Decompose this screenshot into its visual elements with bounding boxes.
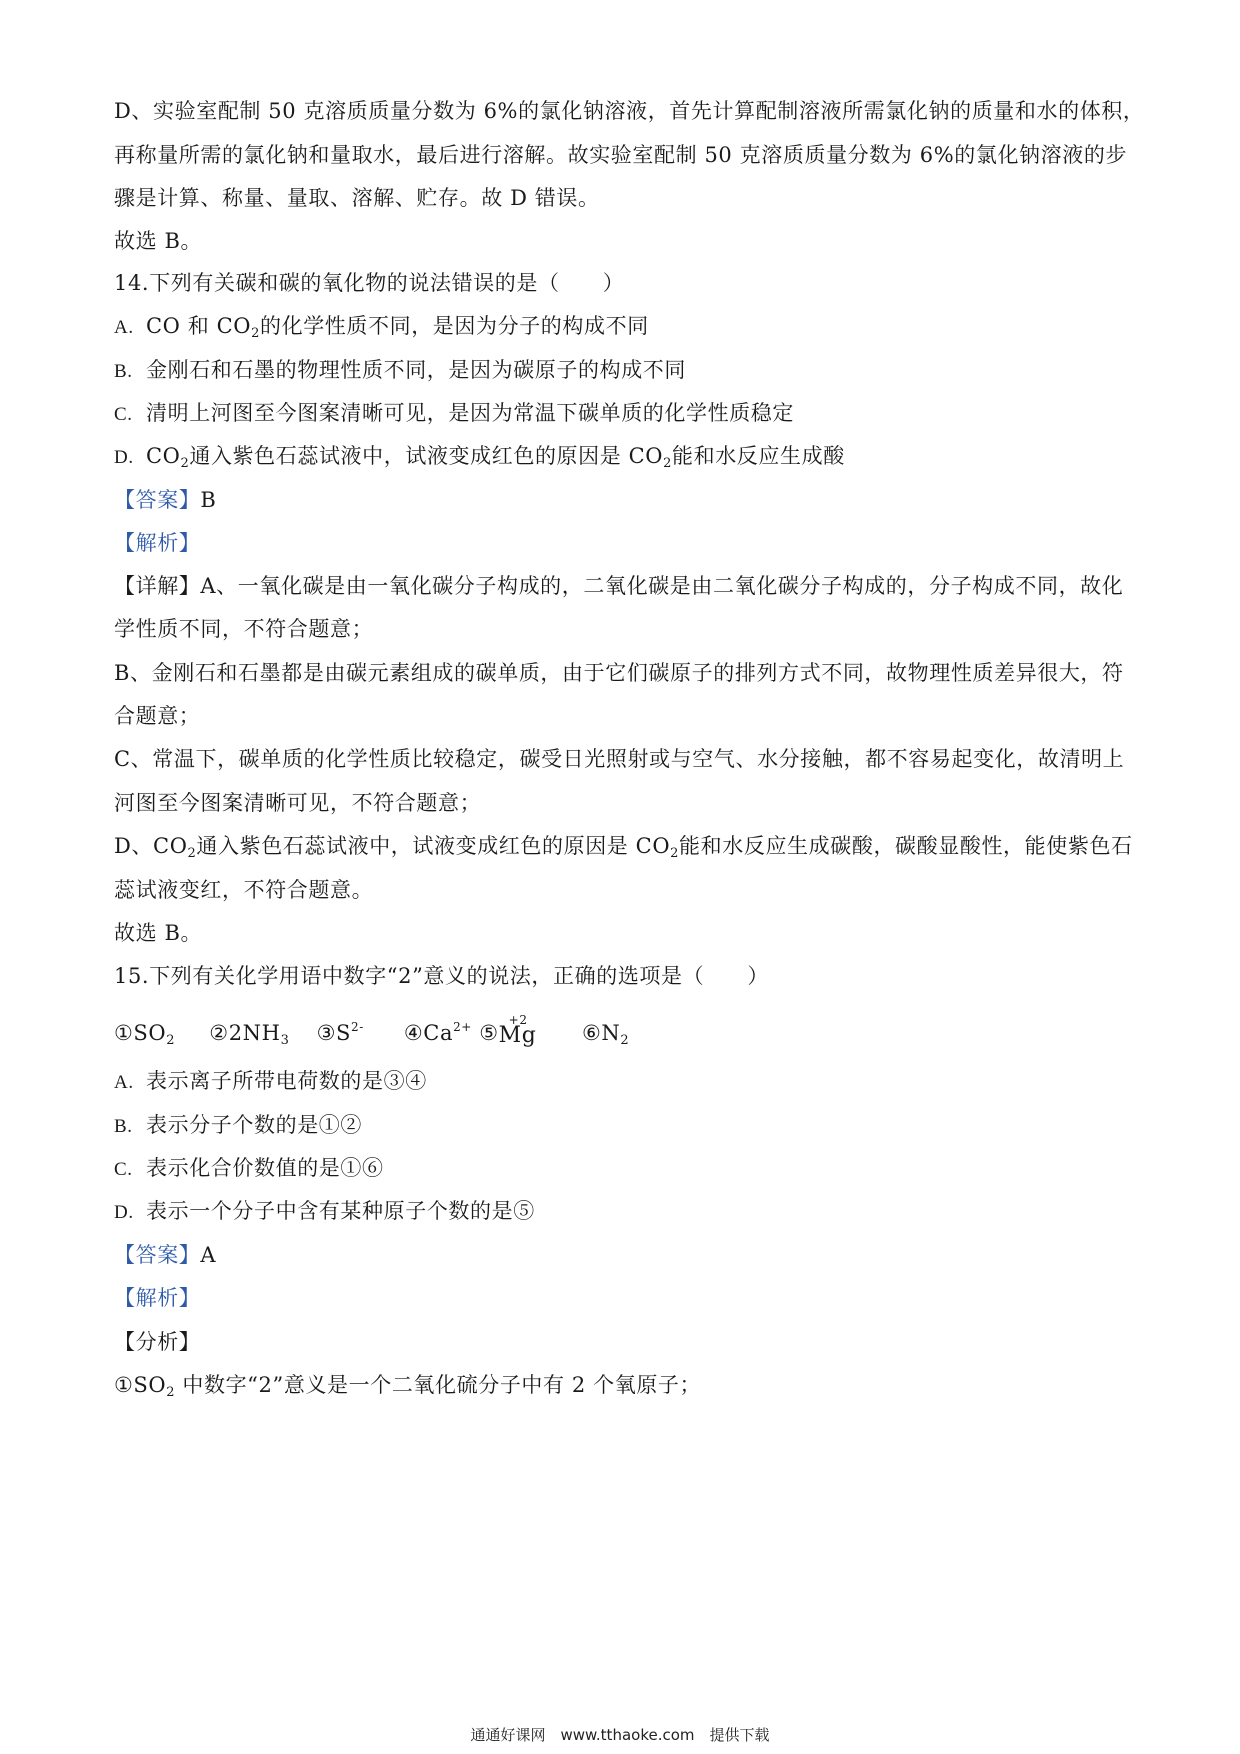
valence-symbol <box>498 1013 539 1048</box>
formula-6 <box>582 1018 629 1056</box>
option-text: 的化学性质不同，是因为分子的构成不同 <box>260 314 649 338</box>
q15-option-c <box>114 1153 1134 1185</box>
option-text: CO <box>146 444 181 468</box>
formula-4 <box>404 1012 472 1048</box>
q14-detail-a-line-2: 学性质不同，不符合题意； <box>114 617 374 641</box>
option-text: 能和水反应生成酸 <box>672 444 845 468</box>
option-text: 表示一个分子中含有某种原子个数的是⑤ <box>146 1199 535 1223</box>
q14-stem: 14.下列有关碳和碳的氧化物的说法错误的是（ ） <box>114 271 625 295</box>
q14-detail-b-line-2: 合题意； <box>114 704 201 728</box>
analysis-text: 中数字“2”意义是一个二氧化硫分子中有 2 个氧原子； <box>175 1373 702 1397</box>
option-letter: A. <box>114 317 134 338</box>
formula-1 <box>114 1018 202 1056</box>
option-letter: D. <box>114 447 134 468</box>
detail-text: 能和水反应生成碳酸，碳酸显酸性，能使紫色石 <box>679 834 1133 858</box>
subscript: 2 <box>620 1033 630 1048</box>
option-letter: C. <box>114 404 133 425</box>
answer-value: B <box>200 488 217 512</box>
q13-conclusion: 故选 B。 <box>114 229 203 253</box>
detail-text: D、CO <box>114 834 188 858</box>
formula-5 <box>479 1013 538 1048</box>
option-text: 表示离子所带电荷数的是③④ <box>146 1069 427 1093</box>
option-letter: B. <box>114 361 133 382</box>
option-letter: B. <box>114 1116 133 1137</box>
intro-line-1: D、实验室配制 50 克溶质质量分数为 6%的氯化钠溶液，首先计算配制溶液所需氯化钠的质量和水的体积， <box>114 99 1145 123</box>
formula-text: ④Ca <box>403 1021 454 1045</box>
q15-analysis-label: 【解析】 <box>114 1286 201 1310</box>
subscript: 2 <box>663 456 672 471</box>
option-letter: A. <box>114 1072 134 1093</box>
q14-answer <box>114 485 1134 515</box>
footer-credit: 通通好课网 www.tthaoke.com 提供下载 <box>470 1726 770 1744</box>
option-text: 表示化合价数值的是①⑥ <box>146 1156 384 1180</box>
q14-option-b <box>114 355 1134 387</box>
option-text: CO 和 CO <box>146 314 252 338</box>
option-text: 表示分子个数的是①② <box>146 1113 362 1137</box>
superscript: 2+ <box>453 1020 472 1034</box>
formula-text: ③S <box>316 1021 351 1045</box>
formula-text: ②2NH <box>209 1021 281 1045</box>
intro-line-3: 骤是计算、称量、量取、溶解、贮存。故 D 错误。 <box>114 186 600 210</box>
formula-3 <box>317 1012 397 1048</box>
subscript: 3 <box>280 1033 290 1048</box>
answer-value: A <box>200 1243 217 1267</box>
q15-option-d <box>114 1196 1134 1228</box>
option-letter: D. <box>114 1202 134 1223</box>
detail-text: 通入紫色石蕊试液中，试液变成红色的原因是 CO <box>196 834 671 858</box>
q15-fenxi-label: 【分析】 <box>114 1330 201 1354</box>
subscript: 2 <box>187 846 197 861</box>
subscript: 2 <box>251 326 260 341</box>
element-symbol: Mg <box>498 1023 537 1048</box>
option-text: 清明上河图至今图案清晰可见，是因为常温下碳单质的化学性质稳定 <box>146 401 794 425</box>
q14-option-d <box>114 441 1134 479</box>
answer-label: 【答案】 <box>114 1243 201 1267</box>
formula-text: ①SO <box>114 1021 167 1045</box>
option-text: 金刚石和石墨的物理性质不同，是因为碳原子的构成不同 <box>146 358 686 382</box>
q15-option-a <box>114 1066 1134 1098</box>
detail-label: 【详解】 <box>114 574 201 598</box>
q14-detail-d-line-1 <box>114 831 1134 869</box>
q14-detail-d-line-2: 蕊试液变红，不符合题意。 <box>114 878 374 902</box>
superscript: 2- <box>350 1020 364 1034</box>
q15-answer <box>114 1240 1134 1270</box>
formula-2 <box>209 1018 309 1056</box>
subscript: 2 <box>166 1033 176 1048</box>
option-letter: C. <box>114 1159 133 1180</box>
q15-formula-row <box>114 1012 1134 1056</box>
detail-text: A、一氧化碳是由一氧化碳分子构成的，二氧化碳是由二氧化碳分子构成的，分子构成不同，故化 <box>200 574 1124 598</box>
answer-label: 【答案】 <box>114 488 201 512</box>
q14-analysis-label: 【解析】 <box>114 531 201 555</box>
q15-option-b <box>114 1110 1134 1142</box>
q14-detail-a-line-1 <box>114 571 1134 601</box>
valence-value: +2 <box>508 1013 528 1027</box>
intro-line-2: 再称量所需的氯化钠和量取水，最后进行溶解。故实验室配制 50 克溶质质量分数为 6%的氯化钠溶液的步 <box>114 143 1128 167</box>
q14-conclusion: 故选 B。 <box>114 921 203 945</box>
option-text: 通入紫色石蕊试液中，试液变成红色的原因是 CO <box>189 444 664 468</box>
q14-detail-c-line-1: C、常温下，碳单质的化学性质比较稳定，碳受日光照射或与空气、水分接触，都不容易起变化，故清明上 <box>114 747 1125 771</box>
q14-detail-b-line-1: B、金刚石和石墨都是由碳元素组成的碳单质，由于它们碳原子的排列方式不同，故物理性质差异很大，符 <box>114 661 1124 685</box>
q15-stem: 15.下列有关化学用语中数字“2”意义的说法，正确的选项是（ ） <box>114 964 770 988</box>
formula-text: ⑤ <box>479 1021 499 1045</box>
q14-option-c <box>114 398 1134 430</box>
subscript: 2 <box>670 846 680 861</box>
q14-detail-c-line-2: 河图至今图案清晰可见，不符合题意； <box>114 791 482 815</box>
q14-option-a <box>114 311 1134 349</box>
analysis-text: ①SO <box>114 1373 167 1397</box>
q15-analysis-line-1 <box>114 1370 1134 1408</box>
subscript: 2 <box>180 456 190 471</box>
subscript: 2 <box>166 1385 176 1400</box>
formula-text: ⑥N <box>581 1021 621 1045</box>
